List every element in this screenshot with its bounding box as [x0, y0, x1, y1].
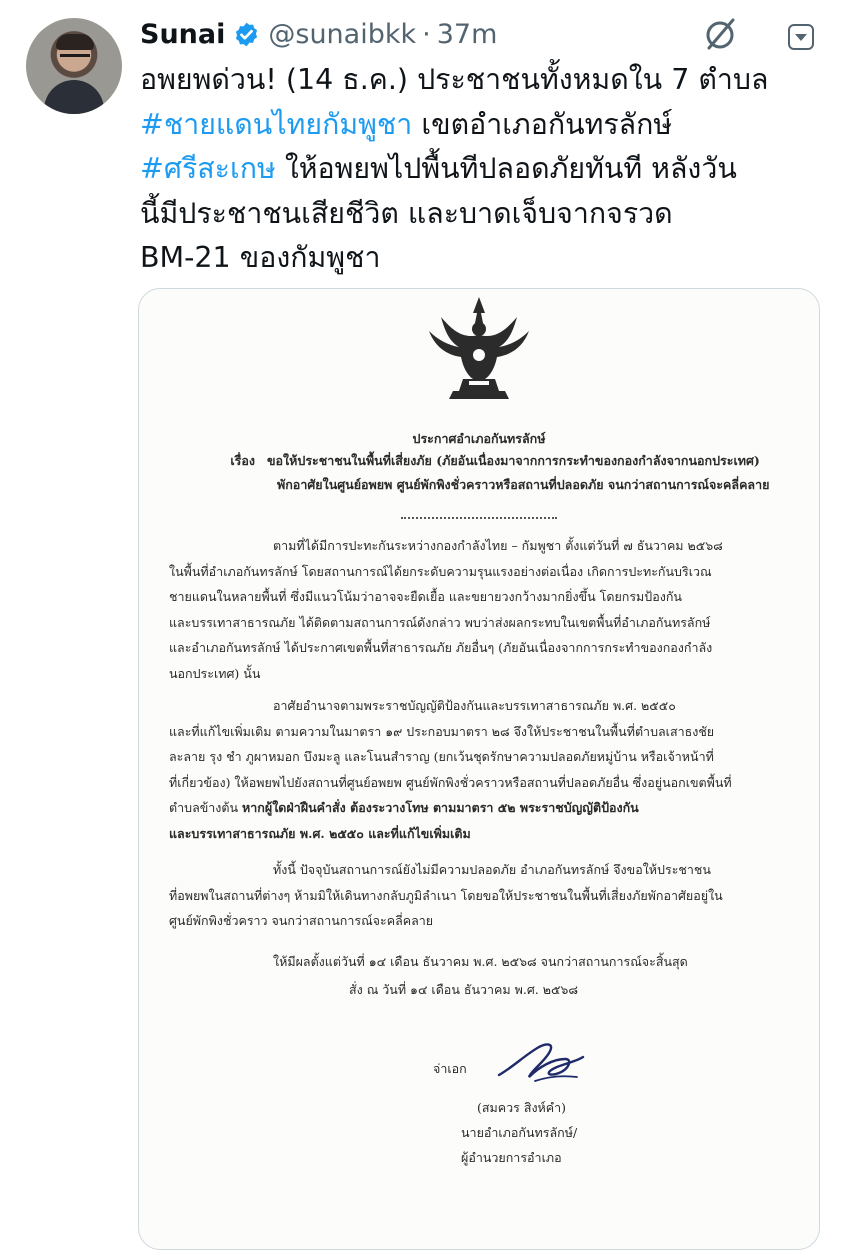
avatar-shirt — [44, 80, 104, 114]
tweet-text-segment: เขตอำเภอกันทรลักษ์ — [412, 107, 673, 141]
tweet-text — [140, 58, 830, 281]
paragraph-line: นอกประเทศ) นั้น — [169, 665, 261, 681]
garuda-emblem-icon — [423, 295, 535, 407]
signer-name: (สมควร สิงห์คำ) — [477, 1100, 567, 1115]
avatar-glasses — [60, 54, 90, 65]
tweet-line — [140, 192, 830, 237]
paragraph-line: ในพื้นที่อำเภอกันทรลักษ์ โดยสถานการณ์ได้ยกระดับความรุนแรงอย่างต่อเนื่อง เกิดการปะทะกันบริเวณ — [169, 563, 712, 579]
paragraph-line: และบรรเทาสาธารณภัย ได้ติดตามสถานการณ์ดังกล่าว พบว่าส่งผลกระทบในเขตพื้นที่อำเภอกันทรลักษ์ — [169, 614, 711, 630]
verified-badge-icon — [233, 21, 260, 48]
signature-title: จ่าเอก — [433, 1061, 467, 1076]
penalty-text: หากผู้ใดฝ่าฝืนคำสั่ง ต้องระวางโทษ ตามมาตรา ๕๒ พระราชบัญญัติป้องกัน — [242, 800, 639, 815]
signer-position: นายอำเภอกันทรลักษ์/ — [461, 1125, 578, 1140]
paragraph-line: และอำเภอกันทรลักษ์ ได้ประกาศเขตพื้นที่สาธารณภัย ภัยอื่นๆ (ภัยอันเนื่องจากการกระทำของกองกำลัง — [169, 640, 713, 655]
handwritten-signature — [495, 1037, 585, 1083]
tweet-text-segment: ให้อพยพไปพื้นทีปลอดภัยทันที หลังวัน — [275, 152, 737, 185]
display-name[interactable]: Sunai — [140, 18, 226, 50]
tweet-line — [140, 236, 830, 281]
announcement-document — [139, 289, 819, 1249]
tweet-text-segment: BM-21 ของกัมพูชา — [140, 241, 381, 274]
tweet-line — [140, 103, 830, 148]
subject-line: พักอาศัยในศูนย์อพยพ ศูนย์พักพิงชั่วคราวหรือสถานที่ปลอดภัย จนกว่าสถานการณ์จะคลี่คลาย — [277, 477, 770, 492]
chevron-down-icon — [795, 34, 807, 41]
paragraph-line: ที่เกี่ยวข้อง) ให้อพยพไปยังสถานที่ศูนย์อพยพ ศูนย์พักพิงชั่วคราวหรือสถานที่ปลอดภัยอื่น ซึ่งอยู่นอกเขตพื้นที่ — [169, 774, 732, 790]
paragraph-line: อาศัยอำนาจตามพระราชบัญญัติป้องกันและบรรเทาสาธารณภัย พ.ศ. ๒๕๕๐ — [273, 698, 676, 713]
penalty-text: และบรรเทาสาธารณภัย พ.ศ. ๒๕๕๐ และที่แก้ไขเพิ่มเติม — [169, 825, 471, 841]
timestamp[interactable]: 37m — [436, 18, 498, 50]
avatar[interactable] — [26, 18, 122, 114]
paragraph-line — [169, 795, 732, 821]
document-subject — [185, 449, 769, 497]
more-options-icon[interactable] — [788, 24, 814, 50]
paragraph-line: ละลาย รุง ชำ ภูผาหมอก บึงมะลู และโนนสำราญ (ยกเว้นชุดรักษาความปลอดภัยหมู่บ้าน หรือเจ้าหน้าที่ — [169, 749, 714, 764]
paragraph-line: และที่แก้ไขเพิ่มเติม ตามความในมาตรา ๑๙ ประกอบมาตรา ๒๘ จึงให้ประชาชนในพื้นที่ตำบลเสาธงชัย — [169, 723, 715, 739]
paragraph-line: ที่อพยพในสถานที่ต่างๆ ห้ามมิให้เดินทางกลับภูมิลำเนา โดยขอให้ประชาชนในพื้นที่เสี่ยงภัยพักอาศัยอยู่ใน — [169, 887, 723, 903]
paragraph-line: ตามที่ได้มีการปะทะกันระหว่างกองกำลังไทย – กัมพูชา ตั้งแต่วันที่ ๗ ธันวาคม ๒๕๖๘ — [273, 538, 723, 553]
signer-block — [461, 1095, 577, 1170]
tweet-header — [140, 14, 497, 54]
tweet-line — [140, 147, 830, 192]
document-paragraph-3 — [169, 857, 723, 934]
hashtag-link[interactable]: #ชายแดนไทยกัมพูชา — [140, 107, 413, 141]
user-handle[interactable]: @sunaibkk — [268, 18, 417, 50]
paragraph-text: ตำบลข้างต้น — [169, 800, 243, 815]
order-date: สั่ง ณ วันที่ ๑๔ เดือน ธันวาคม พ.ศ. ๒๕๖๘ — [349, 982, 578, 997]
paragraph-line: ทั้งนี้ ปัจจุบันสถานการณ์ยังไม่มีความปลอดภัย อำเภอกันทรลักษ์ จึงขอให้ประชาชน — [273, 862, 711, 877]
tweet-text-segment: นี้มีประชาชนเสียชีวิต และบาดเจ็บจากจรวด — [140, 196, 673, 230]
document-paragraph-1 — [169, 533, 723, 686]
paragraph-line: ศูนย์พักพิงชั่วคราว จนกว่าสถานการณ์จะคลี่คลาย — [169, 913, 434, 928]
signer-position: ผู้อำนวยการอำเภอ — [461, 1150, 562, 1165]
dotted-separator — [401, 517, 557, 519]
tweet-media-image[interactable] — [138, 288, 820, 1250]
document-title: ประกาศอำเภอกันทรลักษ์ — [412, 431, 546, 446]
separator-dot: · — [422, 18, 431, 50]
subject-line: ขอให้ประชาชนในพื้นที่เสี่ยงภัย (ภัยอันเนื่องมาจากการกระทำของกองกำลังจากนอกประเทศ) — [267, 453, 760, 468]
document-paragraph-2 — [169, 693, 732, 846]
avatar-hair — [56, 34, 94, 50]
effective-date: ให้มีผลตั้งแต่วันที่ ๑๔ เดือน ธันวาคม พ.ศ. ๒๕๖๘ จนกว่าสถานการณ์จะสิ้นสุด — [273, 954, 688, 969]
paragraph-line: ชายแดนในหลายพื้นที่ ซึ่งมีแนวโน้มว่าอาจจะยืดเยื้อ และขยายวงกว้างมากยิ่งขึ้น โดยกรมป้องกัน — [169, 589, 682, 604]
subject-label: เรื่อง — [230, 453, 255, 468]
grok-icon[interactable] — [700, 14, 740, 54]
tweet-text-segment: อพยพด่วน! (14 ธ.ค.) ประชาชนทั้งหมดใน 7 ตำบล — [140, 63, 769, 96]
hashtag-link[interactable]: #ศรีสะเกษ — [140, 152, 276, 185]
tweet-line — [140, 58, 830, 103]
